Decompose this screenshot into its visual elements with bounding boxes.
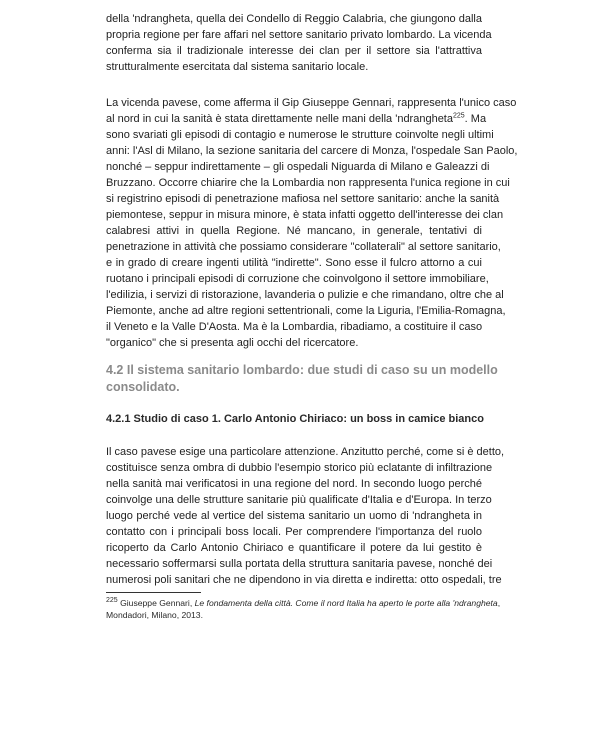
text-line: coinvolge una delle strutture sanitarie più qualificate d'Italia e d'Europa. In terzo (106, 494, 492, 506)
text-fragment: al nord in cui la sanità è stata direttamente nelle mani della 'ndrangheta (106, 113, 453, 125)
text-line: necessario soffermarsi sulla portata della struttura sanitaria pavese, nonché dei (106, 558, 493, 570)
section-heading (106, 362, 498, 396)
text-line: Piemonte, anche ad altre regioni settentrionali, come la Liguria, l'Emilia-Romagna, (106, 305, 506, 317)
text-line: si registrino episodi di penetrazione mafiosa nel settore sanitario: anche la sanità (106, 193, 500, 205)
text-line: e in grado di creare ingenti utilità "indirette". Sono esse il fulcro attorno a cui (106, 257, 482, 269)
text-line: conferma sia il tradizionale interesse dei clan per il settore sia l'attrattiva (106, 45, 482, 57)
text-line: piemontese, seppur in misura minore, è stata infatti oggetto dell'interesse dei clan (106, 209, 504, 221)
footnote-line (106, 597, 501, 609)
text-line-with-footnote-ref (106, 111, 487, 127)
footnote-number: 225 (106, 597, 118, 605)
paragraph-1 (106, 11, 492, 75)
text-line: ruotano i principali episodi di corruzione che coinvolgono il settore immobiliare, (106, 273, 489, 285)
text-line: luogo perché vede al vertice del sistema sanitario un uomo di 'ndrangheta in (106, 510, 482, 522)
text-line: sono svariati gli episodi di contagio e numerose le strutture coinvolte negli ultimi (106, 129, 494, 141)
text-line: Il caso pavese esige una particolare attenzione. Anzitutto perché, come si è detto, (106, 446, 505, 458)
text-line: l'edilizia, i servizi di ristorazione, lavanderia o pulizie e che rimandano, oltre che al (106, 289, 504, 301)
text-line: numerosi poli sanitari che ne dipendono in via diretta e indiretta: otto ospedali, tre (106, 574, 502, 586)
text-line: penetrazione in attività che possiamo considerare "collaterali" al settore sanitario, (106, 241, 501, 253)
text-line: il Veneto e la Valle D'Aosta. Ma è la Lombardia, ribadiamo, a costituire il caso (106, 321, 483, 333)
text-line: costituisce senza ombra di dubbio l'esempio storico più eclatante di infiltrazione (106, 462, 493, 474)
text-line: nonché – seppur indirettamente – gli ospedali Niguarda di Milano e Galeazzi di (106, 161, 490, 173)
text-line: nella sanità mai verificatosi in una regione del nord. In secondo luogo perché (106, 478, 482, 490)
section-heading-line: consolidato. (106, 380, 180, 394)
text-fragment: . Ma (464, 113, 487, 125)
section-heading-line: 4.2 Il sistema sanitario lombardo: due studi di caso su un modello (106, 363, 498, 377)
footnote-book-title: Le fondamenta della città. Come il nord Italia ha aperto le porte alla 'ndrangheta (194, 598, 498, 608)
text-line: contatto con i principali boss locali. Per comprendere l'importanza del ruolo (106, 526, 482, 538)
footnote (106, 597, 501, 621)
footnote-line: Mondadori, Milano, 2013. (106, 610, 203, 620)
footnote-divider (106, 592, 201, 593)
text-line: propria regione per fare affari nel settore sanitario privato lombardo. La vicenda (106, 29, 492, 41)
footnote-punct: , (497, 598, 501, 608)
paragraph-2 (106, 95, 518, 351)
footnote-reference[interactable]: 225 (452, 112, 465, 120)
text-line: calabresi attivi in quella Regione. Né mancano, in generale, tentativi di (106, 225, 482, 237)
text-line: anni: l'Asl di Milano, la sezione sanitaria del carcere di Monza, l'ospedale San Paolo, (106, 145, 518, 157)
text-line: "organico" che si presenta agli occhi del ricercatore. (106, 337, 359, 349)
paragraph-3 (106, 444, 505, 588)
text-line: ricoperto da Carlo Antonio Chiriaco e quantificare il potere da lui gestito è (106, 542, 482, 554)
text-line: La vicenda pavese, come afferma il Gip Giuseppe Gennari, rappresenta l'unico caso (106, 97, 517, 109)
footnote-author: Giuseppe Gennari, (117, 598, 195, 608)
text-line: della 'ndrangheta, quella dei Condello di Reggio Calabria, che giungono dalla (106, 13, 482, 25)
text-line: strutturalmente esercitata dal sistema sanitario locale. (106, 61, 369, 73)
subsection-heading: 4.2.1 Studio di caso 1. Carlo Antonio Chiriaco: un boss in camice bianco (106, 413, 484, 425)
text-line: Bruzzano. Occorre chiarire che la Lombardia non rappresenta l'unica regione in cui (106, 177, 510, 189)
